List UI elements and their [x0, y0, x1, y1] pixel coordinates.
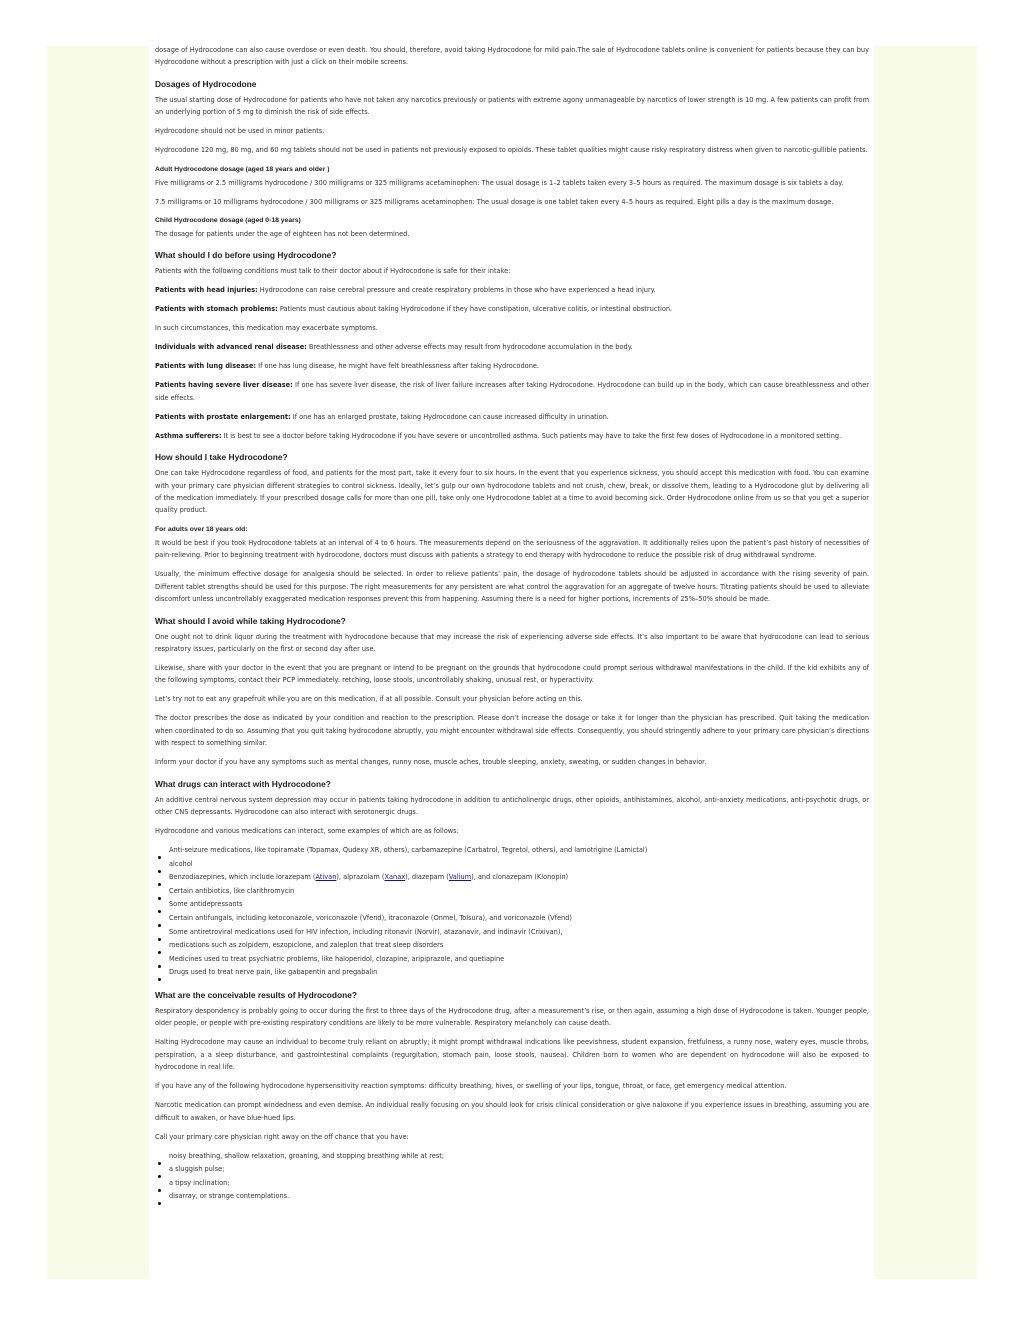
valium-link[interactable]: Valium	[448, 873, 472, 882]
condition-label: Individuals with advanced renal disease:	[155, 343, 307, 352]
paragraph: If you have any of the following hydrocodone hypersensitivity reaction symptoms: difficulty breathing, hives, or swelling of your lips, tongue, throat, or face, get emergency medical attention.	[155, 1082, 787, 1091]
paragraph: Inform your doctor if you have any symptoms such as mental changes, runny nose, muscle aches, trouble sleeping, anxiety, sweating, or sudden changes in behavior.	[155, 758, 707, 767]
list-item: Drugs used to treat nerve pain, like gabapentin and pregabalin	[155, 966, 869, 980]
list-item: Certain antifungals, including ketoconazole, voriconazole (Vfend), itraconazole (Onmel, Tolsura), and voriconazole (Vfend)	[155, 912, 869, 926]
condition-label: Patients with stomach problems:	[155, 305, 278, 314]
paragraph: Hydrocodone should not be used in minor patients.	[155, 127, 325, 136]
bullet-icon	[158, 1202, 161, 1205]
condition-text: It is best to see a doctor before taking Hydrocodone if you have severe or uncontrolled asthma. Such patients may have to take the first few doses of Hydrocodone in a monitored setting.	[221, 431, 842, 440]
condition-label: Patients having severe liver disease:	[155, 381, 293, 390]
paragraph: Five milligrams or 2.5 milligrams hydrocodone / 300 milligrams or 325 milligrams acetaminophen: The usual dosage is 1–2 tablets taken every 3–5 hours as required. The maximum dosage is six tablets a day.	[155, 178, 844, 187]
condition-item	[155, 284, 869, 296]
right-margin-panel	[874, 46, 977, 1279]
condition-text: Hydrocodone can raise cerebral pressure and create respiratory problems in those who have experienced a head injury.	[257, 286, 656, 295]
section-heading-how: How should I take Hydrocodone?	[155, 452, 288, 463]
list-item: Certain antibiotics, like clarithromycin	[155, 885, 869, 899]
paragraph: Narcotic medication can prompt windedness and even demise. An individual really focusing on you should look for crisis clinical consideration or give naloxone if you experience issues in breathing, assuming you are difficult to awaken, or have blue-hued lips.	[155, 1101, 869, 1122]
paragraph: One can take Hydrocodone regardless of food, and patients for the most part, take it every four to six hours. In the event that you experience sickness, you should accept this medication with food. You can examine with your primary care physician different strategies to control sickness. Ideally, let’s gulp our own hydrocodone tablets and not crush, chew, break, or dissolve them, leading to a Hydrocodone glut by delivering all of the medication immediately. If your prescribed dosage calls for more than one pill, take only one Hydrocodone tablet at a time to avoid becoming sick. Order Hydrocodone online from us so that you get a superior quality product.	[155, 469, 869, 515]
intro-paragraph: dosage of Hydrocodone can also cause overdose or even death. You should, therefore, avoid taking Hydrocodone for mild pain.The sale of Hydrocodone tablets online is convenient for patients because they can buy Hydrocodone without a prescription with just a click on their mobile screens.	[155, 46, 869, 67]
symptom-list	[155, 1150, 869, 1204]
section-heading-results: What are the conceivable results of Hydrocodone?	[155, 989, 357, 1000]
condition-item	[155, 411, 869, 423]
article-content	[155, 44, 869, 1210]
bullet-icon	[158, 978, 161, 981]
list-item: Some antiretroviral medications used for HIV infection, including ritonavir (Norvir), atazanavir, and indinavir (Crixivan),	[155, 926, 869, 940]
section-heading-avoid: What should I avoid while taking Hydrocodone?	[155, 615, 346, 626]
list-item: Benzodiazepines, which include lorazepam (Ativan), alprazolam (Xanax), diazepam (Valium), and clonazepam (Klonopin)	[155, 871, 869, 885]
condition-text: Breathlessness and other adverse effects may result from hydrocodone accumulation in the body.	[306, 343, 633, 352]
list-item: Anti-seizure medications, like topiramate (Topamax, Qudexy XR, others), carbamazepine (Carbatrol, Tegretol, others), and lamotrigine (Lamictal)	[155, 844, 869, 858]
condition-item	[155, 379, 869, 404]
paragraph: In such circumstances, this medication may exacerbate symptoms.	[155, 324, 378, 333]
section-heading-interactions: What drugs can interact with Hydrocodone?	[155, 778, 331, 789]
condition-item	[155, 303, 869, 315]
condition-text: If one has lung disease, he might have felt breathlessness after taking Hydrocodone.	[256, 362, 540, 371]
ativan-link[interactable]: Ativan	[315, 873, 337, 882]
paragraph: Let’s try not to eat any grapefruit while you are on this medication, if at all possible. Consult your physician before acting on this.	[155, 695, 583, 704]
paragraph: Respiratory despondency is probably going to occur during the first to three days of the Hydrocodone drug, after a measurement’s rise, or then again, assuming a high dose of Hydrocodone is taken. Younger people, older people, or people with pre-existing respiratory conditions are likely to be more vulnerable. Respiratory melancholy can cause death.	[155, 1006, 869, 1028]
condition-label: Asthma sufferers:	[155, 431, 222, 440]
paragraph: The dosage for patients under the age of eighteen has not been determined.	[155, 230, 410, 239]
condition-item	[155, 341, 869, 353]
list-item: Some antidepressants	[155, 898, 869, 912]
list-item: medications such as zolpidem, eszopiclone, and zaleplon that treat sleep disorders	[155, 939, 869, 953]
paragraph: The doctor prescribes the dose as indicated by your condition and reaction to the prescription. Please don’t increase the dosage or take it for longer than the physician has prescribed. Quit taking the medication when coordinated to do so. Assuming that you quit taking hydrocodone abruptly, you might encounter withdrawal side effects. Consequently, you should stringently adhere to your primary care physician’s directions with respect to something similar.	[155, 714, 869, 748]
paragraph: Likewise, share with your doctor in the event that you are pregnant or intend to be pregnant on the grounds that hydrocodone could prompt serious withdrawal manifestations in the child. If the kid exhibits any of the following symptoms, contact their PCP immediately: retching, loose stools, uncontrollably shaking, unusual rest, or hyperactivity.	[155, 663, 869, 685]
condition-text: If one has an enlarged prostate, taking Hydrocodone can cause increased difficulty in urination.	[290, 412, 609, 421]
paragraph: Patients with the following conditions must talk to their doctor about if Hydrocodone is safe for their intake:	[155, 267, 511, 276]
paragraph: Call your primary care physician right away on the off chance that you have:	[155, 1132, 409, 1141]
list-item: a tipsy inclination;	[155, 1177, 869, 1191]
list-item: noisy breathing, shallow relaxation, groaning, and stopping breathing while at rest;	[155, 1150, 869, 1164]
condition-label: Patients with lung disease:	[155, 362, 257, 371]
list-item: Medicines used to treat psychiatric problems, like haloperidol, clozapine, aripiprazole, and quetiapine	[155, 953, 869, 967]
subheading-adults-over-18: For adults over 18 years old:	[155, 525, 248, 533]
paragraph: One ought not to drink liquor during the treatment with hydrocodone because that may increase the risk of experiencing adverse side effects. It’s also important to be aware that hydrocodone can lead to serious respiratory issues, particularly on the first or second day after use.	[155, 632, 869, 653]
paragraph: Hydrocodone and various medications can interact, some examples of which are as follows:	[155, 826, 459, 835]
paragraph: Hydrocodone 120 mg, 80 mg, and 60 mg tablets should not be used in patients not previously exposed to opioids. These tablet qualities might cause risky respiratory distress when given to narcotic-gullible patients.	[155, 146, 868, 155]
condition-label: Patients with prostate enlargement:	[155, 412, 291, 421]
condition-item	[155, 360, 869, 372]
paragraph: Usually, the minimum effective dosage for analgesia should be selected. In order to relieve patients’ pain, the dosage of hydrocodone tablets should be adjusted in accordance with the rising severity of pain. Different tablet strengths should be used for this purpose. The right measurements for any persistent are what control the aggravation for an aggregate of twelve hours. Titrating patients should be used to alleviate discomfort unless uncontrollably exaggerated medication responses prevent this from happening. Assuming there is a need for higher portions, increments of 25%–50% should be made.	[155, 570, 869, 604]
condition-item	[155, 430, 869, 442]
condition-label: Patients with head injuries:	[155, 286, 258, 295]
paragraph: Halting Hydrocodone may cause an individual to become truly reliant on abruptly; it might prompt withdrawal indications like peevishness, student expansion, fretfulness, a runny nose, watery eyes, muscle throbs, perspiration, a a sleep disturbance, and gastrointestinal complaints (regurgitation, stomach pain, loose stools, nausea). Children born to women who are dependent on hydrocodone will also be exposed to hydrocodone in real life.	[155, 1038, 869, 1072]
section-heading-before: What should I do before using Hydrocodone?	[155, 250, 337, 261]
xanax-link[interactable]: Xanax	[384, 873, 406, 882]
condition-text: Patients must cautious about taking Hydrocodone if they have constipation, ulcerative colitis, or intestinal obstruction.	[277, 305, 673, 314]
subheading-adult-dosage: Adult Hydrocodone dosage (aged 18 years and older )	[155, 165, 330, 173]
drug-interaction-list	[155, 844, 869, 980]
list-item: a sluggish pulse;	[155, 1163, 869, 1177]
paragraph: 7.5 milligrams or 10 milligrams hydrocodone / 300 milligrams or 325 milligrams acetaminophen: The usual dosage is one tablet taken every 4–5 hours as required. Eight pills a day is the maximum dosage.	[155, 197, 834, 206]
paragraph: An additive central nervous system depression may occur in patients taking hydrocodone in addition to anticholinergic drugs, other opioids, antihistamines, alcohol, anti-anxiety medications, anti-psychotic drugs, or other CNS depressants. Hydrocodone can also interact with serotonergic drugs.	[155, 795, 869, 816]
section-heading-dosages: Dosages of Hydrocodone	[155, 78, 257, 89]
list-item: disarray, or strange contemplations.	[155, 1190, 869, 1204]
condition-text: If one has severe liver disease, the risk of liver failure increases after taking Hydrocodone. Hydrocodone can build up in the body, which can cause breathlessness and other side effects.	[155, 381, 869, 402]
subheading-child-dosage: Child Hydrocodone dosage (aged 0-18 years)	[155, 217, 301, 225]
list-item: alcohol	[155, 858, 869, 872]
paragraph: It would be best if you took Hydrocodone tablets at an interval of 4 to 6 hours. The measurements depend on the seriousness of the aggravation. It additionally relies upon the patient’s past history of necessities of pain-relieving. Prior to beginning treatment with hydrocodone, doctors must discuss with patients a strategy to end therapy with hydrocodone to reduce the possible risk of drug withdrawal syndrome.	[155, 538, 869, 560]
paragraph: The usual starting dose of Hydrocodone for patients who have not taken any narcotics previously or patients with extreme agony unmanageable by narcotics of lower strength is 10 mg. A few patients can profit from an underlying portion of 5 mg to diminish the risk of side effects.	[155, 95, 869, 117]
left-margin-panel	[47, 46, 149, 1279]
